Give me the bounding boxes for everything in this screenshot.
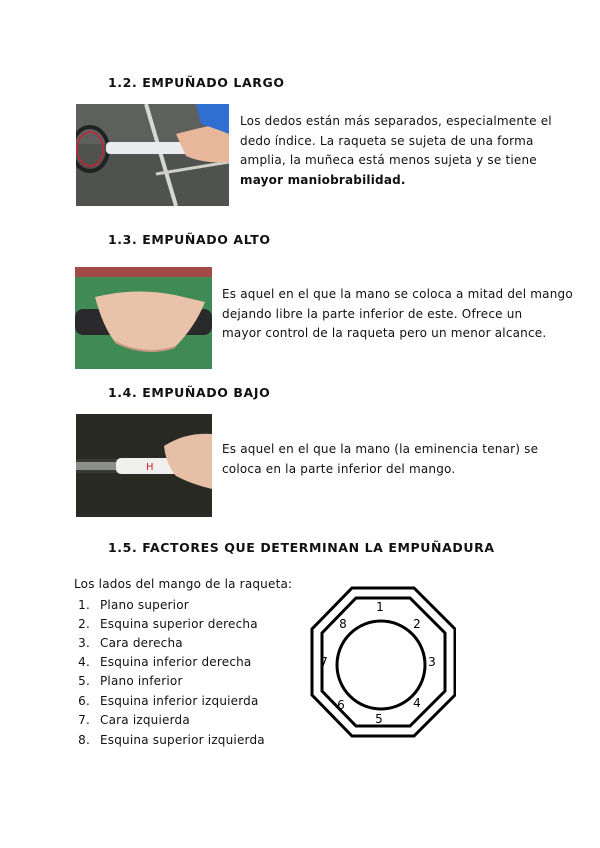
side-label-2: 2 <box>413 617 421 631</box>
section-heading-alto: 1.3. EMPUÑADO ALTO <box>108 232 271 247</box>
paragraph-largo: Los dedos están más separados, especialmente el dedo índice. La raqueta se sujeta de una forma amplia, la muñeca está menos sujeta y se tiene mayor maniobrabilidad. <box>240 114 552 187</box>
list-item: 8. Esquina superior izquierda <box>78 733 265 747</box>
svg-text:H: H <box>146 462 154 473</box>
side-label-4: 4 <box>413 696 421 710</box>
side-label-6: 6 <box>337 698 345 712</box>
paragraph-bajo: Es aquel en el que la mano (la eminencia tenar) se coloca en la parte inferior del mango. <box>222 442 539 476</box>
list-item: 3. Cara derecha <box>78 636 183 650</box>
section-heading-largo: 1.2. EMPUÑADO LARGO <box>108 75 285 90</box>
paragraph-alto: Es aquel en el que la mano se coloca a mitad del mango dejando libre la parte inferior de este. Ofrece un mayor control de la raqueta pero un menor alcance. <box>222 287 573 340</box>
list-intro: Los lados del mango de la raqueta: <box>74 577 293 591</box>
photo-grip-alto <box>75 267 212 369</box>
handle-octagon-diagram <box>310 585 456 740</box>
side-label-7: 7 <box>320 655 328 669</box>
list-item: 7. Cara izquierda <box>78 713 190 727</box>
side-label-5: 5 <box>375 712 383 726</box>
list-item: 2. Esquina superior derecha <box>78 617 258 631</box>
list-item: 5. Plano inferior <box>78 674 183 688</box>
section-heading-bajo: 1.4. EMPUÑADO BAJO <box>108 385 271 400</box>
side-label-8: 8 <box>339 617 347 631</box>
photo-grip-bajo <box>76 414 212 517</box>
side-label-1: 1 <box>376 600 384 614</box>
list-item: 1. Plano superior <box>78 598 189 612</box>
section-heading-factores: 1.5. FACTORES QUE DETERMINAN LA EMPUÑADURA <box>108 540 495 555</box>
list-item: 6. Esquina inferior izquierda <box>78 694 259 708</box>
side-label-3: 3 <box>428 655 436 669</box>
photo-grip-largo <box>76 104 229 206</box>
list-item: 4. Esquina inferior derecha <box>78 655 252 669</box>
